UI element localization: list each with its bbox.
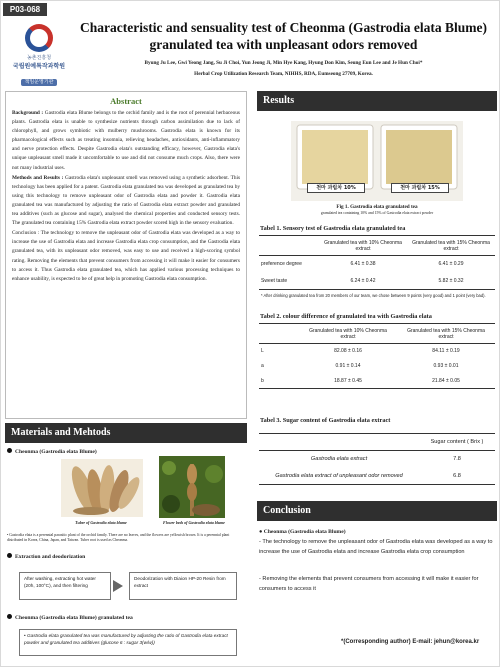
conclusion-subheading: ● Cheonma (Gastrodia elata Blume) — [259, 529, 346, 535]
table-row: Gastrodia elata extract 7.8 — [310, 456, 461, 463]
table1-title: Tabel 1. Sensory test of Gastrodia elata granulated tea — [260, 225, 406, 232]
abstract-section — [5, 91, 247, 419]
table-row: b 18.87 ± 0.45 21.84 ± 0.05 — [259, 374, 495, 389]
bullet-icon — [7, 448, 12, 453]
methods-label: Methods and Results : — [12, 174, 64, 181]
logo-line-2: 국립원예특작과학원 — [12, 64, 66, 70]
abstract-conclusion — [12, 229, 240, 284]
flower-photo — [159, 456, 225, 518]
table-row: Sweet taste 6.24 ± 0.42 5.82 ± 0.32 — [259, 273, 495, 290]
table1-header-empty — [259, 236, 319, 256]
granulated-tea-photo — [291, 121, 463, 201]
contact-email: *(Corresponding author) E-mail: jehun@korea.kr — [341, 639, 480, 645]
conclusion-text: The technology to remove the unpleasant odor of Gastrodia elata was developed as a way to increase the use of Gastrodia elata and increase Gastrodia elata crop consumption, and the Gastrodia elata granulated tea, with its unpleasant odor removed, was easy to use and received a high-scoring symbol rating. Removing the elements that prevent consumers from accessing it will make it easier for consumers to access it. Thus Gastrodia elata granulated tea, which has applied various processing techniques to enhance usability, is expected to be of great help in promoting Gastrodia elata consumption. — [12, 230, 240, 282]
background-label: Background : — [12, 110, 44, 116]
cheonma-subheading: Cheonma (Gastrodia elata Blume) — [7, 448, 97, 455]
bullet-icon — [7, 614, 12, 619]
table3-header: Sugar content ( Brix ) — [430, 439, 484, 445]
granulated-subheading: Cheonma (Gastrodia elata Blume) granulated tea — [7, 614, 133, 621]
background-text: Gastrodia elata Blume belongs to the orchid family and is the root of perennial herbaceous plants. Gastrodia elata is unable to synthesize nutrients through carbon assimilation due to lack of chlorophyll, and grows symbiotic with mulberry mushrooms. Gastrodia elata is known for its pharmacological effects such as treating insomnia, relieving headaches, antioxidants, anti-inflammatory and nerve protection effects. Despite Gastrodia elata's outstanding efficacy, however, Gastrodia elata's unique unpleasant smell made it uncomfortable to use and did not consume much crops. Also, there were not many industrial uses. — [12, 110, 240, 171]
conclusion-point-2: - Removing the elements that prevent consumers from accessing it will make it easier for consumers to access it — [259, 576, 479, 592]
title-line-1: Characteristic and sensuality test of Cheonma (Gastrodia elata Blume) — [80, 20, 487, 35]
table1-header-10: Granulated tea with 10% Cheonma extract — [324, 239, 402, 252]
tuber-photo — [61, 459, 143, 517]
authors: Byung Ju Lee, Gwi Yeong Jang, Su Ji Choi, Yun Jeong Ji, Min Hye Kang, Hyung Don Kim, Seung Eun Lee and Je Hun Choi* — [144, 60, 423, 66]
conclusion-heading: Conclusion — [257, 501, 497, 521]
abstract-heading: Abstract — [110, 96, 142, 106]
title-line-2: granulated tea with unpleasant odors removed — [149, 37, 418, 52]
extraction-subheading: Extraction and deodorization — [7, 553, 85, 560]
figure-caption: Fig 1. Gastrodia elata granulated tea — [336, 204, 418, 210]
table1-note: * After drinking granulated tea from 20 members of our team, we chose between 9 points (very good) and 1 point (very bad). — [261, 293, 486, 298]
abstract-background — [12, 109, 240, 173]
granulated-description: • Gastrodia elata granulated tea was manufactured by adjusting the ratio of Gastrodia elata extract powder and granulated tea additives (glucose 6 : sugar 3(w/w)) — [19, 629, 237, 656]
materials-heading: Materials and Mehtods — [5, 423, 247, 443]
results-heading: Results — [257, 91, 497, 111]
table1-header-15: Granulated tea with 15% Cheonma extract — [412, 239, 490, 252]
gastrodia-footnote: • Gastrodia elata is a perennial parasitic plant of the orchid family. There are no leaves, and the flowers are yellowish brown. It is a perennial plant distributed in Korea, China, Japan, and Taiwan. Tuber root is used as Cheonma. — [7, 533, 230, 542]
taegeuk-logo-icon — [22, 21, 56, 55]
tuber-caption: Tuber of Gastrodia elata blume — [75, 520, 127, 525]
flow-step-extract: After washing, extracting hot water (20h, 100°C), and then filtering — [19, 572, 111, 600]
flow-step-deodorize: Deodorization with Diaion HP-20 Resin from extract — [129, 572, 237, 600]
bullet-icon — [7, 553, 12, 558]
table-row: L 82.08 ± 0.16 84.11 ± 0.19 — [261, 348, 460, 355]
table-row: Gastrodia elata extract of unpleasant odor removed 6.8 — [259, 468, 495, 485]
conclusion-point-1: - The technology to remove the unpleasant odor of Gastrodia elata was developed as a way to increase the use of Gastrodia elata and increase Gastrodia elata crop consumption — [259, 539, 493, 555]
logo-pill: 책임운영기관 — [21, 79, 58, 86]
colour-table — [259, 323, 495, 389]
institution-logo — [9, 21, 69, 85]
flower-caption: Flower beds of Gastrodia elata blume — [163, 520, 225, 525]
poster-title — [71, 19, 496, 53]
table3-title: Tabel 3. Sugar content of Gastrodia elata extract — [260, 417, 391, 424]
figure-subcaption: granulated tea containing 10% and 15% of Gastrodia elata extract powder — [320, 211, 434, 215]
abstract-methods — [12, 174, 240, 229]
photo-label-10: 천마 과립차 10% — [307, 183, 365, 193]
logo-line-1: 농촌진흥청 — [26, 55, 52, 61]
table2-header-empty — [259, 324, 299, 344]
table2-title: Tabel 2. colour difference of granulated tea with Gastrodia elata — [260, 313, 432, 320]
affiliation: Herbal Crop Utilization Research Team, NIHHS, RDA, Eumseong 27709, Korea. — [194, 71, 373, 77]
poster-id-tag: P03-068 — [3, 3, 47, 16]
table-row: preference degree 6.41 ± 0.38 6.41 ± 0.29 — [261, 261, 464, 268]
table2-header-15: Granulated tea with 15% Cheonma extract — [407, 327, 485, 340]
methods-text: Gastrodia elata's unpleasant smell was removed using a synthetic adsorbent. This technology has been applied for a patent. Gastrodia elata granulated tea was developed as granulated tea by using this technology to remove unpleasant odor of Gastrodia elata and powder it. Gastrodia elata granulated tea was manufactured by adjusting the ratio of Gastrodia elata extract powder and granulated tea additives (such as glucose and sugar), analysed the chemical properties and conducted sensory tests. The granulated tea containing 15% Gastrodia elata extract powder scored high in the sensory evaluation. — [12, 174, 241, 227]
table2-header-10: Granulated tea with 10% Cheonma extract — [309, 327, 387, 340]
sugar-table — [259, 433, 495, 485]
sensory-table — [259, 235, 495, 290]
flow-arrow-icon — [113, 580, 123, 592]
table-row: a 0.91 ± 0.14 0.93 ± 0.01 — [261, 363, 459, 369]
photo-label-15: 천마 과립차 15% — [391, 183, 449, 193]
conclusion-label: Conclusion : — [12, 230, 40, 237]
